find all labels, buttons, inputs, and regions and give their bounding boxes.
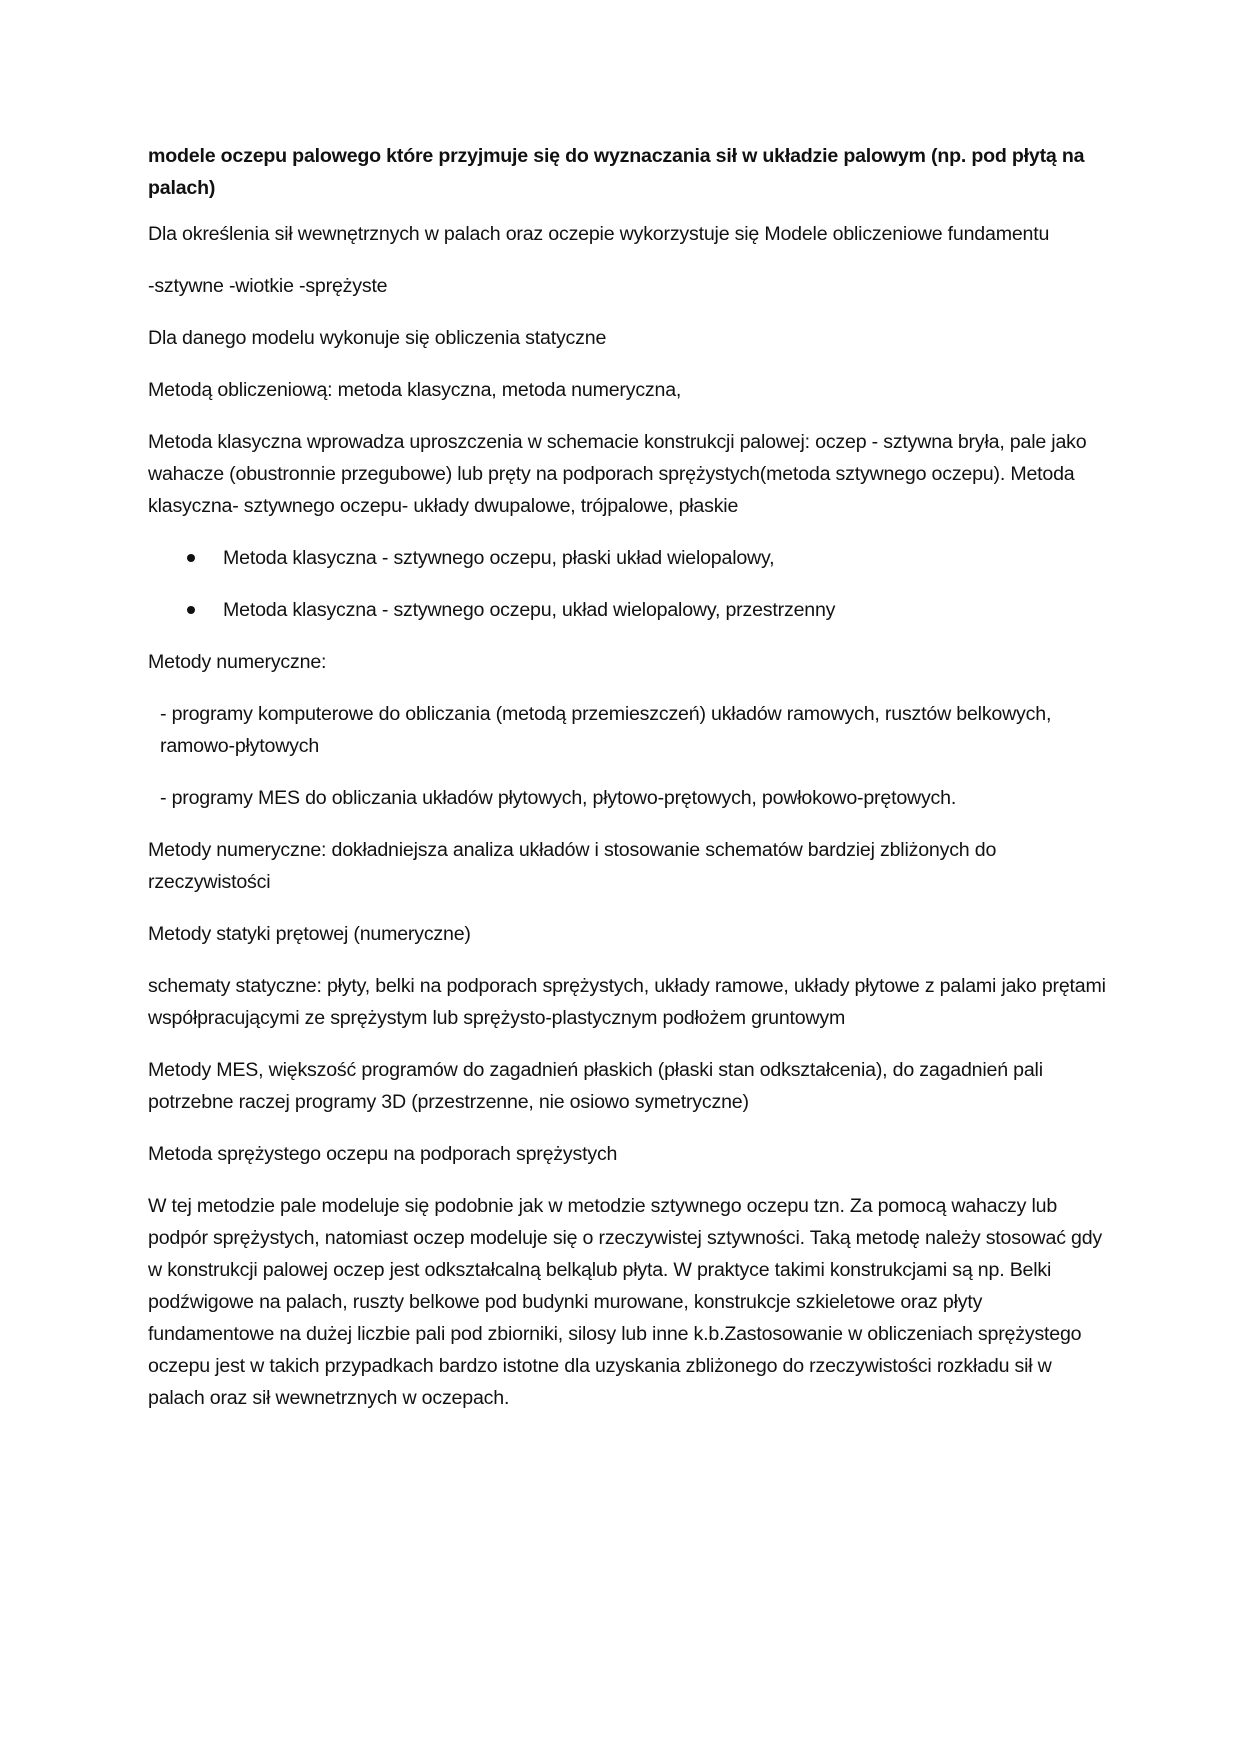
paragraph-intro: Dla określenia sił wewnętrznych w palach oraz oczepie wykorzystuje się Modele obliczeniowe fundamentu [148, 223, 1050, 245]
paragraph-model-types: -sztywne -wiotkie -sprężyste [148, 275, 388, 297]
bullet-item [148, 542, 1108, 574]
document-page [148, 140, 1108, 1434]
document-heading: modele oczepu palowego które przyjmuje się do wyznaczania sił w układzie palowym (np. pod płytą na palach) [148, 145, 1085, 199]
bullet-text: Metoda klasyczna - sztywnego oczepu, płaski układ wielopalowy, [223, 547, 775, 569]
paragraph-bar-statics: Metody statyki prętowej (numeryczne) [148, 923, 471, 945]
paragraph-numeric-heading: Metody numeryczne: [148, 651, 327, 673]
paragraph-classic-method: Metoda klasyczna wprowadza uproszczenia w schemacie konstrukcji palowej: oczep - sztywna bryła, pale jako wahacze (obustronnie przegubowe) lub pręty na podporach sprężystych(metoda sztywnego oczepu). Metoda klasyczna- sztywnego oczepu- układy dwupalowe, trójpalowe, płaskie [148, 431, 1087, 517]
paragraph-numeric-analysis: Metody numeryczne: dokładniejsza analiza układów i stosowanie schematów bardziej zbliżonych do rzeczywistości [148, 839, 997, 893]
bullet-icon [187, 554, 195, 562]
paragraph-elastic-cap-body: W tej metodzie pale modeluje się podobnie jak w metodzie sztywnego oczepu tzn. Za pomocą wahaczy lub podpór sprężystych, natomiast oczep modeluje się o rzeczywistej sztywności. Taką metodę należy stosować gdy w konstrukcji palowej oczep jest odkształcalną belkąlub płyta. W praktyce takimi konstrukcjami są np. Belki podźwigowe na palach, ruszty belkowe pod budynki murowane, konstrukcje szkieletowe oraz płyty fundamentowe na dużej liczbie pali pod zbiorniki, silosy lub inne k.b.Zastosowanie w obliczeniach sprężystego oczepu jest w takich przypadkach bardzo istotne dla uzyskania zbliżonego do rzeczywistości rozkładu sił w palach oraz sił wewnetrznych w oczepach. [148, 1195, 1103, 1409]
bullet-text: Metoda klasyczna - sztywnego oczepu, układ wielopalowy, przestrzenny [223, 599, 836, 621]
paragraph-fem-methods: Metody MES, większość programów do zagadnień płaskich (płaski stan odkształcenia), do zagadnień pali potrzebne raczej programy 3D (przestrzenne, nie osiowo symetryczne) [148, 1059, 1043, 1113]
paragraph-static-schemes: schematy statyczne: płyty, belki na podporach sprężystych, układy ramowe, układy płytowe z palami jako prętami współpracującymi ze sprężystym lub sprężysto-plastycznym podłożem gruntowym [148, 975, 1106, 1029]
bullet-icon [187, 606, 195, 614]
bullet-list [148, 542, 1108, 626]
paragraph-numeric-item-2: - programy MES do obliczania układów płytowych, płytowo-prętowych, powłokowo-prętowych. [160, 787, 957, 809]
paragraph-static-calc: Dla danego modelu wykonuje się obliczenia statyczne [148, 327, 607, 349]
bullet-item [148, 594, 1108, 626]
paragraph-calc-method: Metodą obliczeniową: metoda klasyczna, metoda numeryczna, [148, 379, 682, 401]
paragraph-elastic-cap-heading: Metoda sprężystego oczepu na podporach sprężystych [148, 1143, 618, 1165]
paragraph-numeric-item-1: - programy komputerowe do obliczania (metodą przemieszczeń) układów ramowych, rusztów belkowych, ramowo-płytowych [160, 703, 1052, 757]
